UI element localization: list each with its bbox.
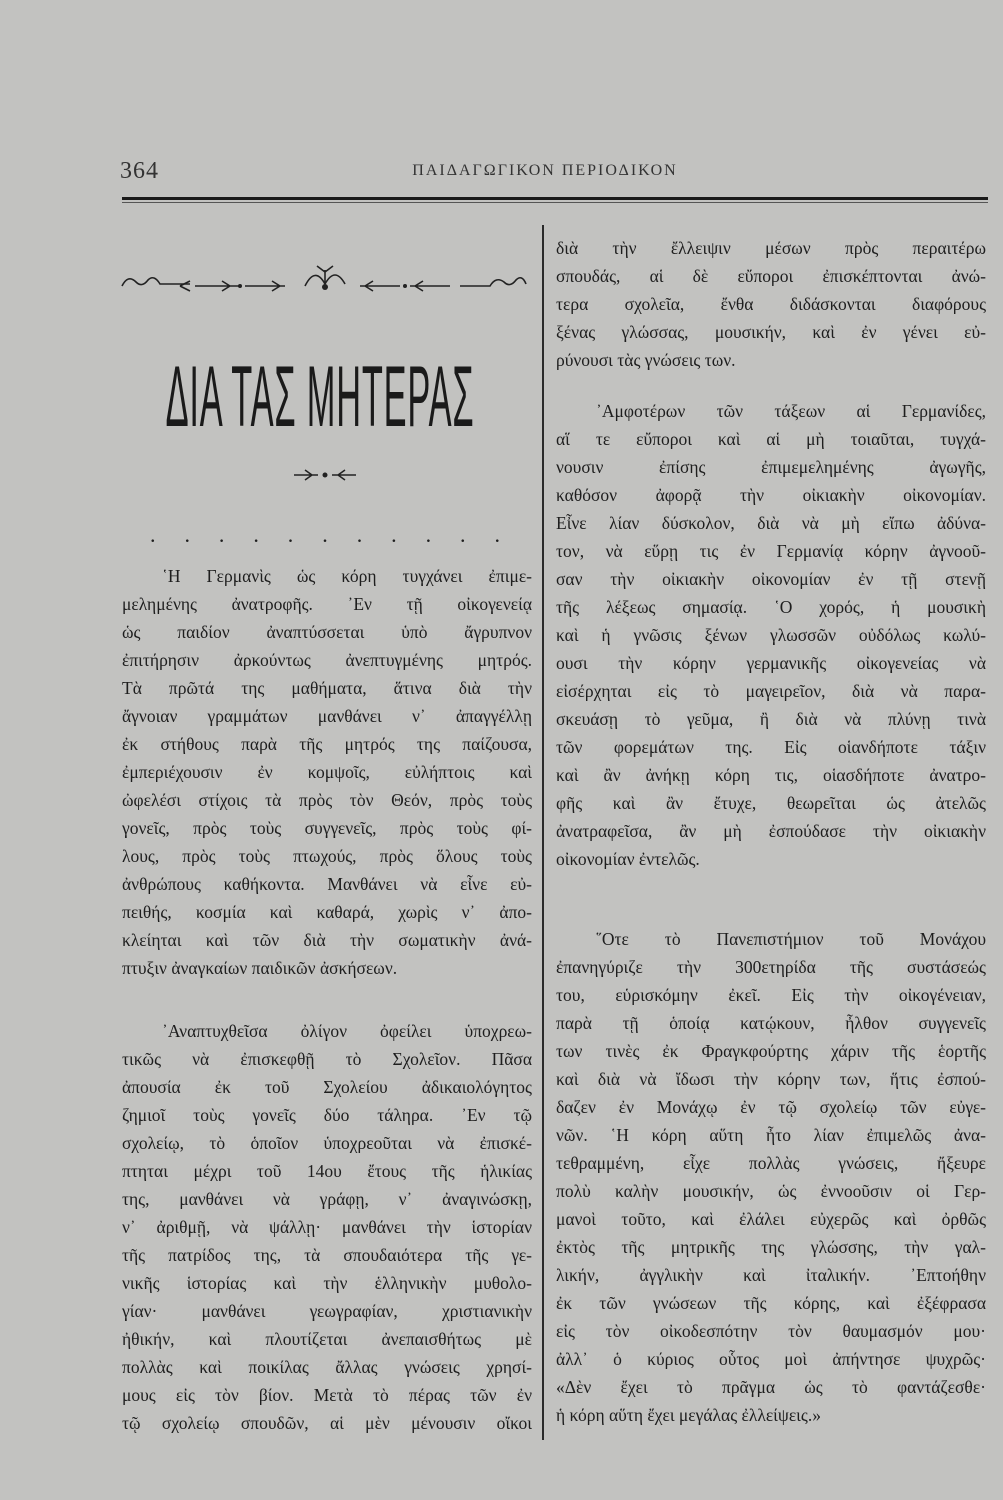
text-line: πτυξιν ἀναγκαίων παιδικῶν ἀσκήσεων. (122, 958, 398, 978)
page-number: 364 (120, 158, 159, 184)
text-line: νικῆς ἱστορίας καὶ τὴν ἑλληνικὴν μυθολο- (122, 1273, 532, 1293)
text-line: ν᾿ ἀριθμῇ, νὰ ψάλλῃ· μανθάνει τὴν ἱστορίαν (122, 1217, 532, 1237)
running-title: ΠΑΙΔΑΓΩΓΙΚΟΝ ΠΕΡΙΟΔΙΚΟΝ (412, 162, 678, 179)
text-line: ᾿Αμφοτέρων τῶν τάξεων αἱ Γερμανίδες, (596, 401, 986, 421)
column-divider (542, 225, 544, 1440)
text-line: των τινὲς ἐκ Φραγκφούρτης χάριν τῆς ἑορτῆς (556, 1041, 986, 1061)
text-line: ἐπιτήρησιν ἀρκούντως ἀνεπτυγμένης μητρός. (122, 650, 532, 670)
right-paragraph-1 (556, 234, 986, 374)
left-paragraph-2 (122, 1017, 532, 1437)
text-line: λικήν, ἀγγλικὴν καὶ ἰταλικήν. ᾿Επτοήθην (556, 1265, 986, 1285)
text-line: πολλὰς καὶ ποικίλας ἄλλας γνώσεις χρησί- (122, 1357, 532, 1377)
text-line: «Δὲν ἔχει τὸ πρᾶγμα ὡς τὸ φαντάζεσθε· (556, 1377, 986, 1397)
text-line: της, μανθάνει νὰ γράφῃ, ν᾿ ἀναγινώσκῃ, (122, 1189, 532, 1209)
text-line: παρὰ τῇ ὁποίᾳ κατῴκουν, ἦλθον συγγενεῖς (556, 1013, 986, 1033)
text-line: ἐκ στήθους παρὰ τῆς μητρός της παίζουσα, (122, 734, 532, 754)
header-rule (122, 197, 988, 200)
text-line: ῾Η Γερμανὶς ὡς κόρη τυγχάνει ἐπιμε- (162, 566, 532, 586)
ornament-icon (120, 262, 530, 302)
text-line: τον, νὰ εὕρῃ τις ἐν Γερμανίᾳ κόρην ἀγνοοῦ- (556, 541, 986, 561)
text-line: ὡς παιδίον ἀναπτύσσεται ὑπὸ ἄγρυπνον (122, 622, 532, 642)
text-line: κλείηται καὶ τῶν διὰ τὴν σωματικὴν ἀνά- (122, 930, 532, 950)
text-line: τῆς λέξεως σημασίᾳ. ῾Ο χορός, ἡ μουσικὴ (556, 597, 986, 617)
text-line: ἐκτὸς τῆς μητρικῆς της γλώσσης, τὴν γαλ- (556, 1237, 986, 1257)
text-line: λους, πρὸς τοὺς πτωχούς, πρὸς ὅλους τοὺς (122, 846, 532, 866)
text-line: γίαν· μανθάνει γεωγραφίαν, χριστιανικὴν (122, 1301, 532, 1321)
right-paragraph-3 (556, 925, 986, 1429)
text-line: τῶν φορεμάτων της. Εἰς οἱανδήποτε τάξιν (556, 737, 986, 757)
text-line: καὶ διὰ νὰ ἴδωσι τὴν κόρην των, ἥτις ἐσπού- (556, 1069, 986, 1089)
text-line: Τὰ πρῶτά της μαθήματα, ἅτινα διὰ τὴν (122, 678, 532, 698)
text-line: σχολείῳ, τὸ ὁποῖον ὑποχρεοῦται νὰ ἐπισκέ- (122, 1133, 532, 1153)
text-line: τῷ σχολείῳ σπουδῶν, αἱ μὲν μένουσιν οἴκοι (122, 1413, 532, 1433)
article-title: ΔΙΑ ΤΑΣ ΜΗΤΕΡΑΣ (165, 349, 475, 445)
text-line: καὶ ἡ γνῶσις ξένων γλωσσῶν οὐδόλως κωλύ- (556, 625, 986, 645)
text-line: ἀπουσία ἐκ τοῦ Σχολείου ἀδικαιολόγητος (122, 1077, 532, 1097)
text-line: πολὺ καλὴν μουσικήν, ὡς ἐννοοῦσιν οἱ Γερ- (556, 1181, 986, 1201)
text-line: οἰκονομίαν ἐντελῶς. (556, 849, 700, 869)
text-line: σαν τὴν οἰκιακὴν οἰκονομίαν ἐν τῇ στενῇ (556, 569, 986, 589)
text-line: ἐπανηγύριζε τὴν 300ετηρίδα τῆς συστάσεώς (556, 957, 986, 977)
text-line: τῆς πατρίδος της, τὰ σπουδαιότερα τῆς γε- (122, 1245, 532, 1265)
small-ornament-icon (290, 465, 360, 485)
text-line: ἠθικήν, καὶ πλουτίζεται ἀνεπαισθήτως μὲ (122, 1329, 532, 1349)
text-line: πτηται μέχρι τοῦ 14ου ἔτους τῆς ἡλικίας (122, 1161, 532, 1181)
text-line: σκευάσῃ τὸ γεῦμα, ἢ διὰ νὰ πλύνῃ τινὰ (556, 709, 986, 729)
text-line: τερα σχολεῖα, ἔνθα διδάσκονται διαφόρους (556, 294, 986, 314)
text-line: διὰ τὴν ἔλλειψιν μέσων πρὸς περαιτέρω (556, 238, 986, 258)
right-paragraph-2 (556, 397, 986, 873)
text-line: ξένας γλώσσας, μουσικήν, καὶ ἐν γένει εὐ- (556, 322, 986, 342)
text-line: νουσιν ἐπίσης ἐπιμεμελημένης ἀγωγῆς, (556, 457, 986, 477)
text-line: πειθής, κοσμία καὶ καθαρά, χωρὶς ν᾿ ἀπο- (122, 902, 532, 922)
text-line: τικῶς νὰ ἐπισκεφθῇ τὸ Σχολεῖον. Πᾶσα (122, 1049, 532, 1069)
text-line: του, εὑρισκόμην ἐκεῖ. Εἰς τὴν οἰκογένειαν, (556, 985, 986, 1005)
text-line: ἐμπεριέχουσιν ἐν κομψοῖς, εὐλήπτοις καὶ (122, 762, 532, 782)
text-line: εἰς τὸν οἰκοδεσπότην τὸν θαυμασμόν μου· (556, 1321, 986, 1341)
ellipsis-dots: . . . . . . . . . . . (150, 522, 500, 547)
text-line: εἰσέρχηται εἰς τὸ μαγειρεῖον, διὰ νὰ παρα- (556, 681, 986, 701)
text-line: ρύνουσι τὰς γνώσεις των. (556, 350, 736, 370)
text-line: τεθραμμένη, εἶχε πολλὰς γνώσεις, ἤξευρε (556, 1153, 986, 1173)
text-line: καὶ ἂν ἀνήκῃ κόρη τις, οἱασδήποτε ἀνατρο- (556, 765, 986, 785)
text-line: ἀνατραφεῖσα, ἂν μὴ ἐσπούδασε τὴν οἰκιακὴν (556, 821, 986, 841)
text-line: μελημένης ἀνατροφῆς. ᾿Εν τῇ οἰκογενείᾳ (122, 594, 532, 614)
text-line: καθόσον ἀφορᾷ τὴν οἰκιακὴν οἰκονομίαν. (556, 485, 986, 505)
text-line: ἀλλ᾿ ὁ κύριος οὗτος μοὶ ἀπήντησε ψυχρῶς· (556, 1349, 986, 1369)
text-line: ἀνθρώπους καθήκοντα. Μανθάνει νὰ εἶνε εὐ- (122, 874, 532, 894)
text-line: ουσι τὴν κόρην γερμανικῆς οἰκογενείας νὰ (556, 653, 986, 673)
text-line: γονεῖς, πρὸς τοὺς συγγενεῖς, πρὸς τοὺς φί- (122, 818, 532, 838)
text-line: ᾿Αναπτυχθεῖσα ὀλίγον ὀφείλει ὑποχρεω- (162, 1021, 532, 1041)
text-line: δαζεν ἐν Μονάχῳ ἐν τῷ σχολείῳ τῶν εὐγε- (556, 1097, 986, 1117)
text-line: σπουδάς, αἱ δὲ εὔποροι ἐπισκέπτονται ἀνώ- (556, 266, 986, 286)
text-line: ἐκ τῶν γνώσεων τῆς κόρης, καὶ ἐξέφρασα (556, 1293, 986, 1313)
text-line: νῶν. ῾Η κόρη αὕτη ἦτο λίαν ἐπιμελῶς ἀνα- (556, 1125, 986, 1145)
text-line: αἵ τε εὔποροι καὶ αἱ μὴ τοιαῦται, τυγχά- (556, 429, 986, 449)
text-line: ζημιοῖ τοὺς γονεῖς δύο τάληρα. ᾿Εν τῷ (122, 1105, 532, 1125)
text-line: ῞Οτε τὸ Πανεπιστήμιον τοῦ Μονάχου (596, 929, 986, 949)
text-line: μους εἰς τὸν βίον. Μετὰ τὸ πέρας τῶν ἐν (122, 1385, 532, 1405)
text-line: ἡ κόρη αὕτη ἔχει μεγάλας ἐλλείψεις.» (556, 1405, 821, 1425)
text-line: μανοὶ τοῦτο, καὶ ἐλάλει εὐχερῶς καὶ ὀρθῶς (556, 1209, 986, 1229)
text-line: φῆς καὶ ἂν ἔτυχε, θεωρεῖται ὡς ἀτελῶς (556, 793, 986, 813)
text-line: Εἶνε λίαν δύσκολον, διὰ νὰ μὴ εἴπω ἀδύνα- (556, 513, 986, 533)
text-line: ἄγνοιαν γραμμάτων μανθάνει ν᾿ ἀπαγγέλλῃ (122, 706, 532, 726)
left-paragraph-1 (122, 562, 532, 982)
header-rule-thin (122, 202, 988, 203)
text-line: ὠφελέσι στίχοις τὰ πρὸς τὸν Θεόν, πρὸς τοὺς (122, 790, 532, 810)
